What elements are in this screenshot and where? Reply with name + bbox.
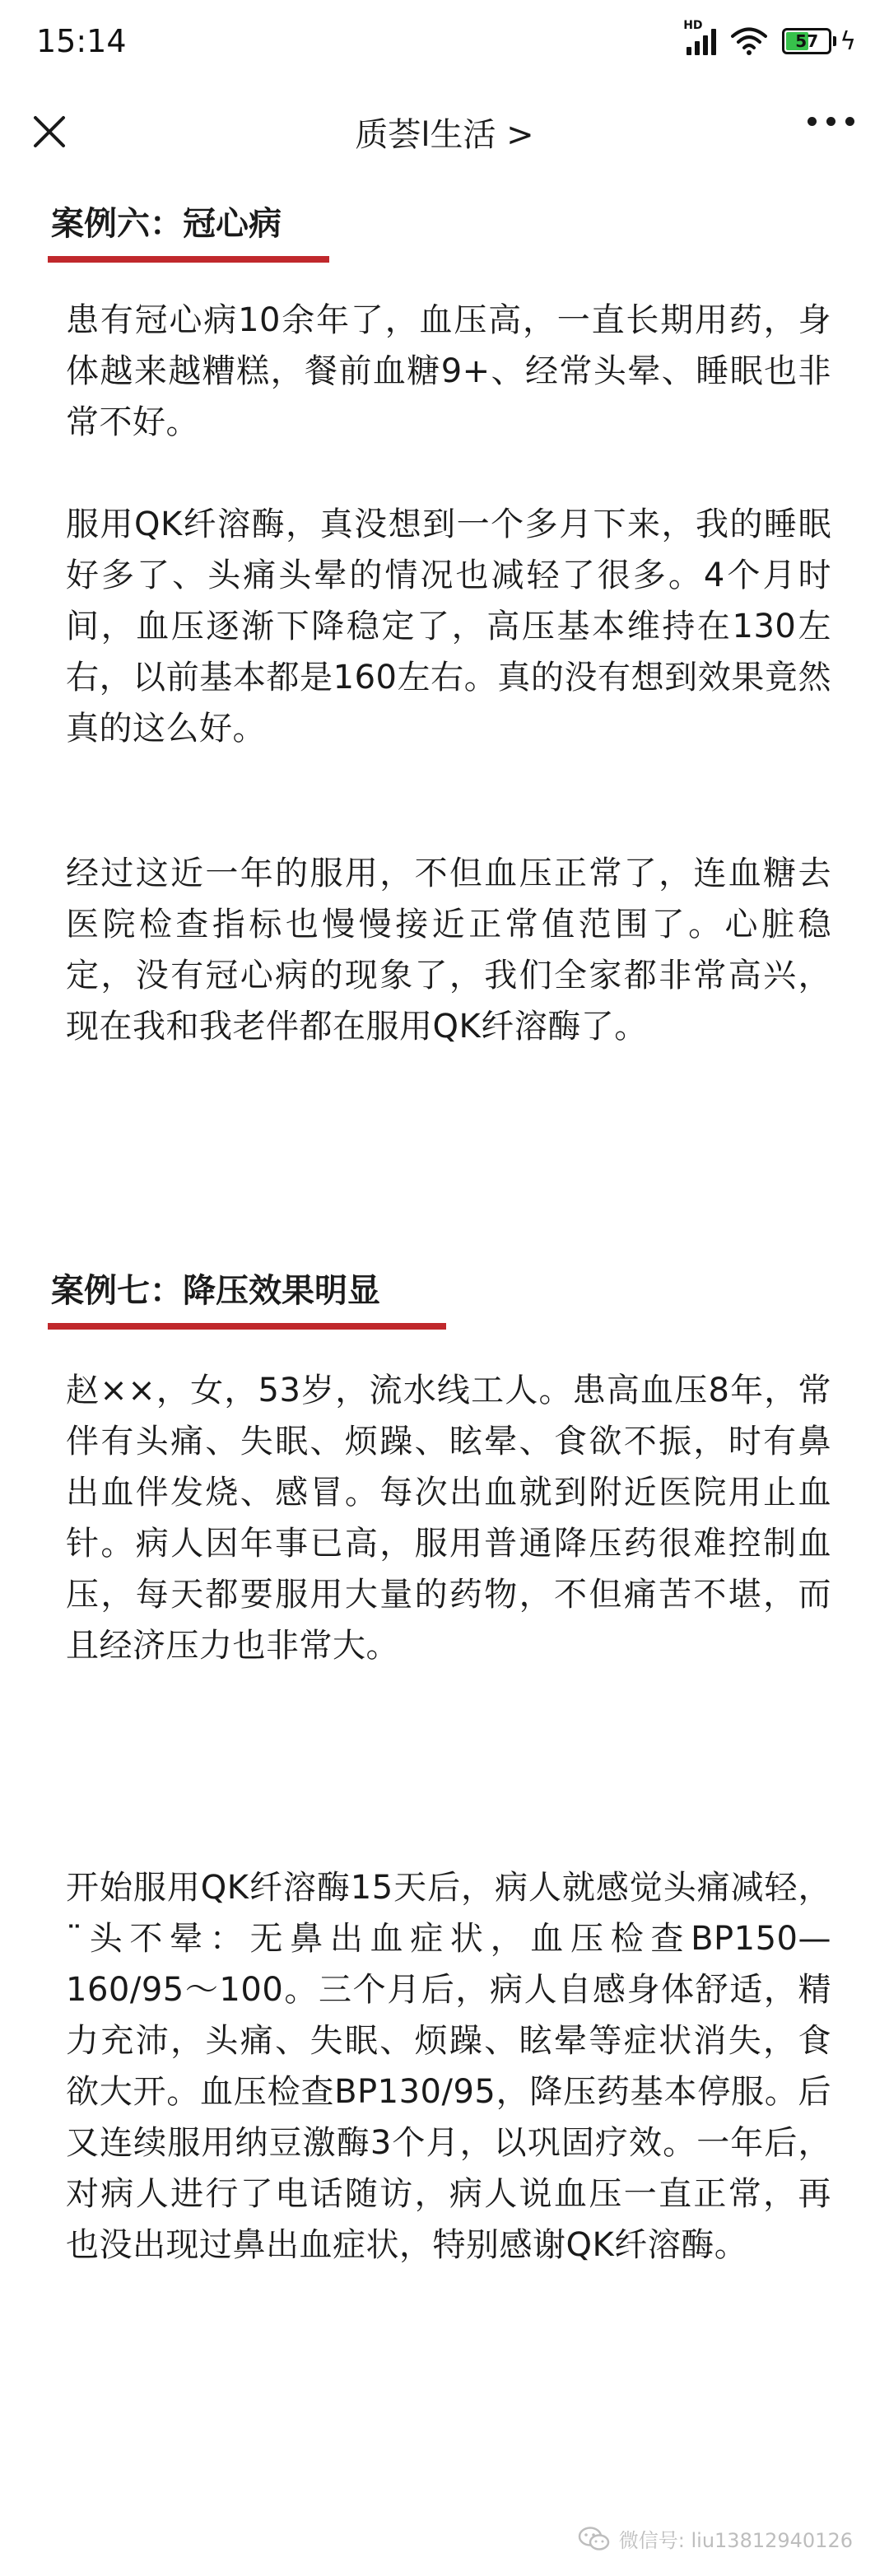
- heading-underline: [48, 1323, 446, 1330]
- status-icons: [683, 19, 856, 56]
- watermark: [578, 2524, 853, 2553]
- wifi-icon: [731, 27, 767, 55]
- battery-icon: [782, 27, 856, 56]
- wechat-icon: [578, 2526, 611, 2552]
- heading-underline: [48, 256, 329, 263]
- close-icon[interactable]: [25, 107, 74, 156]
- charging-icon: ϟ: [840, 26, 856, 56]
- case-heading: [48, 1265, 446, 1330]
- status-bar: [0, 0, 889, 82]
- account-title-link[interactable]: 质荟l生活 >: [355, 115, 534, 154]
- case-heading-title: 案例六：冠心病: [51, 205, 282, 243]
- watermark-text: 微信号: liu13812940126: [618, 2529, 853, 2552]
- status-time: 15:14: [36, 23, 127, 59]
- case-paragraph: 开始服用QK纤溶酶15天后，病人就感觉头痛减轻，¨头不晕：无鼻出血症状，血压检查BP150—160/95～100。三个月后，病人自感身体舒适，精力充沛，头痛、失眠、烦躁、眩晕等症状消失，食欲大开。血压检查BP130/95，降压药基本停服。后又连续服用纳豆激酶3个月，以巩固疗效。一年后，对病人进行了电话随访，病人说血压一直正常，再也没出现过鼻出血症状，特别感谢QK纤溶酶。: [66, 1869, 831, 2264]
- case-paragraph: 经过这近一年的服用，不但血压正常了，连血糖去医院检查指标也慢慢接近正常值范围了。心脏稳定，没有冠心病的现象了，我们全家都非常高兴，现在我和我老伴都在服用QK纤溶酶了。: [66, 855, 831, 1046]
- case-paragraph: 赵××，女，53岁，流水线工人。患高血压8年，常伴有头痛、失眠、烦躁、眩晕、食欲不振，时有鼻出血伴发烧、感冒。每次出血就到附近医院用止血针。病人因年事已高，服用普通降压药很难控制血压，每天都要服用大量的药物，不但痛苦不堪，而且经济压力也非常大。: [66, 1372, 831, 1665]
- case-heading-title: 案例七：降压效果明显: [51, 1272, 380, 1310]
- hd-label: HD: [683, 19, 703, 32]
- cellular-signal-icon: [683, 19, 716, 55]
- case-heading: [48, 198, 329, 263]
- nav-bar: [0, 82, 889, 181]
- more-options-icon[interactable]: [808, 117, 854, 126]
- case-paragraph: 服用QK纤溶酶，真没想到一个多月下来，我的睡眠好多了、头痛头晕的情况也减轻了很多。4个月时间，血压逐渐下降稳定了，高压基本维持在130左右，以前基本都是160左右。真的没有想到效果竟然真的这么好。: [66, 505, 831, 748]
- case-paragraph: 患有冠心病10余年了，血压高，一直长期用药，身体越来越糟糕，餐前血糖9+、经常头晕、睡眠也非常不好。: [66, 301, 831, 441]
- battery-level: 57: [795, 31, 819, 51]
